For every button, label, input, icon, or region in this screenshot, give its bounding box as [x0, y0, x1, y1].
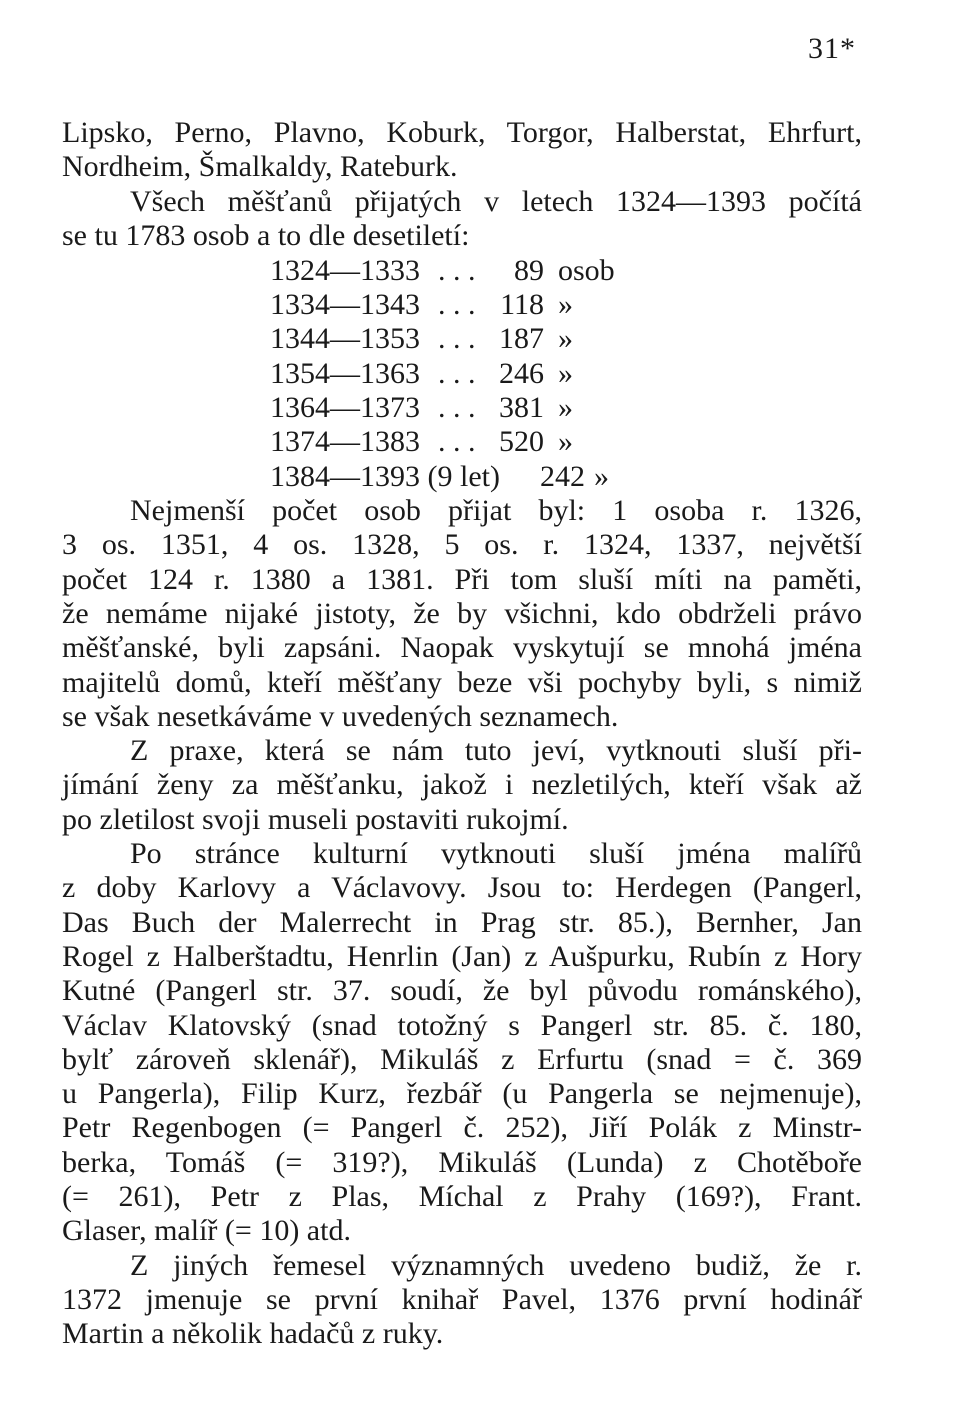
unit-label: »: [594, 460, 609, 493]
decade-range: 1354—1363: [270, 357, 420, 390]
page-number: 31*: [808, 32, 856, 65]
leader-dots: . . .: [438, 322, 476, 355]
member-count: 520: [499, 425, 544, 458]
text-line: (= 261), Petr z Plas, Míchal z Prahy (169?), Frant.: [62, 1180, 862, 1213]
text-line: jímání ženy za měšťanku, jakož i nezletilých, kteří však až: [62, 768, 862, 801]
member-count: 187: [499, 322, 544, 355]
text-line: Nejmenší počet osob přijat byl: 1 osoba r. 1326,: [130, 494, 862, 527]
text-line: se tu 1783 osob a to dle desetiletí:: [62, 219, 470, 252]
unit-label: osob: [558, 254, 615, 287]
text-line: Lipsko, Perno, Plavno, Koburk, Torgor, Halberstat, Ehrfurt,: [62, 116, 862, 149]
text-line: berka, Tomáš (= 319?), Mikuláš (Lunda) z Chotěboře: [62, 1146, 862, 1179]
table-row: [270, 254, 615, 288]
member-count: 246: [499, 357, 544, 390]
member-count: 381: [499, 391, 544, 424]
member-count: 89: [514, 254, 544, 287]
text-line: 3 os. 1351, 4 os. 1328, 5 os. r. 1324, 1337, největší: [62, 528, 862, 561]
table-row: [270, 425, 573, 459]
leader-dots: . . .: [438, 425, 476, 458]
table-row: [270, 460, 609, 494]
table-row: [270, 322, 573, 356]
text-line: majitelů domů, kteří měšťany beze vši pochyby byli, s nimiž: [62, 666, 862, 699]
text-line: Das Buch der Malerrecht in Prag str. 85.), Bernher, Jan: [62, 906, 862, 939]
decade-range: 1324—1333: [270, 254, 420, 287]
decade-range: 1384—1393 (9 let): [270, 460, 500, 493]
text-line: Petr Regenbogen (= Pangerl č. 252), Jiří Polák z Minstr-: [62, 1111, 862, 1144]
text-line: Václav Klatovský (snad totožný s Pangerl str. 85. č. 180,: [62, 1009, 862, 1042]
text-line: Martin a několik hadačů z ruky.: [62, 1317, 444, 1350]
member-count: 118: [500, 288, 544, 321]
leader-dots: . . .: [438, 391, 476, 424]
table-row: [270, 288, 573, 322]
text-line: po zletilost svoji museli postaviti rukojmí.: [62, 803, 569, 836]
unit-label: »: [558, 322, 573, 355]
text-line: počet 124 r. 1380 a 1381. Při tom sluší míti na paměti,: [62, 563, 862, 596]
text-line: z doby Karlovy a Václavovy. Jsou to: Herdegen (Pangerl,: [62, 871, 862, 904]
text-line: se však nesetkáváme v uvedených seznamech.: [62, 700, 619, 733]
text-line: Z praxe, která se nám tuto jeví, vytknouti sluší při-: [130, 734, 862, 767]
text-line: bylť zároveň sklenář), Mikuláš z Erfurtu (snad = č. 369: [62, 1043, 862, 1076]
table-row: [270, 391, 573, 425]
text-line: Po stránce kulturní vytknouti sluší jména malířů: [130, 837, 862, 870]
leader-dots: . . .: [438, 288, 476, 321]
decade-range: 1334—1343: [270, 288, 420, 321]
leader-dots: . . .: [438, 254, 476, 287]
text-line: Z jiných řemesel významných uvedeno budiž, že r.: [130, 1249, 862, 1282]
text-line: Rogel z Halberštadtu, Henrlin (Jan) z Aušpurku, Rubín z Hory: [62, 940, 862, 973]
text-line: u Pangerla), Filip Kurz, řezbář (u Pangerla se nejmenuje),: [62, 1077, 862, 1110]
member-count: 242: [540, 460, 585, 493]
decade-range: 1344—1353: [270, 322, 420, 355]
decade-range: 1364—1373: [270, 391, 420, 424]
decade-range: 1374—1383: [270, 425, 420, 458]
text-line: Glaser, malíř (= 10) atd.: [62, 1214, 351, 1247]
leader-dots: . . .: [438, 357, 476, 390]
unit-label: »: [558, 391, 573, 424]
table-row: [270, 357, 573, 391]
unit-label: »: [558, 425, 573, 458]
unit-label: »: [558, 357, 573, 390]
text-line: 1372 jmenuje se první knihař Pavel, 1376 první hodinář: [62, 1283, 862, 1316]
text-line: Kutné (Pangerl str. 37. soudí, že byl původu románského),: [62, 974, 862, 1007]
text-line: Nordheim, Šmalkaldy, Rateburk.: [62, 150, 458, 183]
text-line: že nemáme nijaké jistoty, že by všichni, kdo obdrželi právo: [62, 597, 862, 630]
text-line: Všech měšťanů přijatých v letech 1324—1393 počítá: [130, 185, 862, 218]
unit-label: »: [558, 288, 573, 321]
text-line: měšťanské, byli zapsáni. Naopak vyskytují se mnohá jména: [62, 631, 862, 664]
